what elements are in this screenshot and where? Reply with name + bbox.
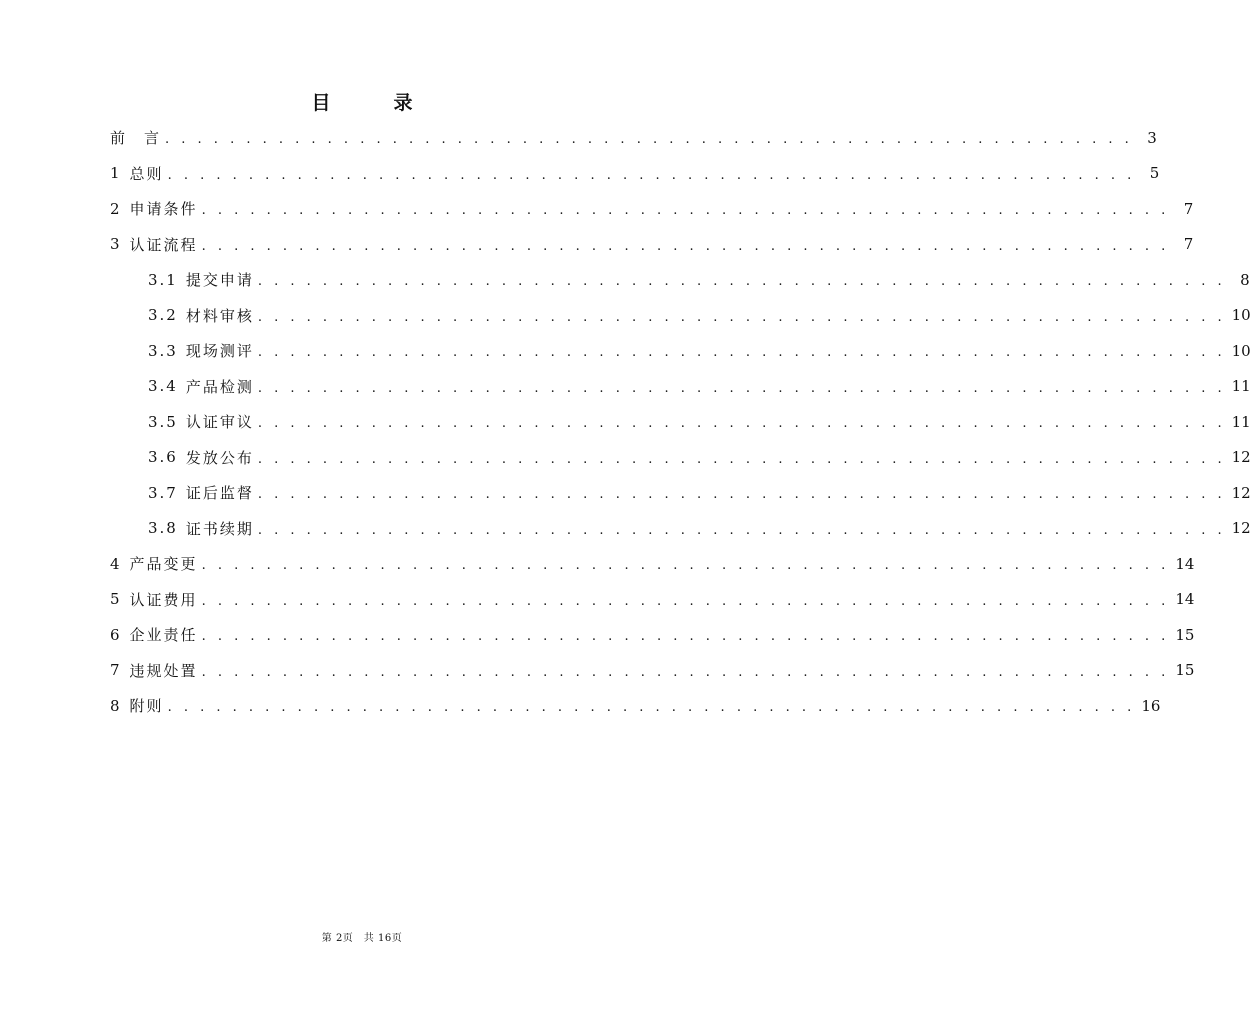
toc-entry-number: 7: [110, 661, 122, 680]
toc-entry[interactable]: [110, 298, 1251, 334]
toc-entry[interactable]: [110, 475, 1251, 511]
toc-entry-number: 3.5: [148, 412, 178, 431]
toc-entry-page-number: 12: [1231, 483, 1251, 502]
toc-dot-leader: . . . . . . . . . . . . . . . . . . . . . . . . . . . . . . . . . . . . . . . . . . . . . . . . . . . . . . . . . . . .: [201, 629, 1170, 645]
toc-dot-leader: . . . . . . . . . . . . . . . . . . . . . . . . . . . . . . . . . . . . . . . . . . . . . . . . . . . . . . . . . . . .: [257, 487, 1226, 503]
toc-entry[interactable]: [110, 333, 1251, 369]
toc-entry-page-number: 7: [1183, 199, 1194, 218]
toc-entry-page-number: 12: [1231, 519, 1251, 538]
toc-entry-number: 5: [110, 590, 122, 609]
toc-entry[interactable]: [110, 404, 1251, 440]
toc-entry-page-number: 14: [1175, 590, 1195, 609]
toc-entry-page-number: 8: [1240, 270, 1250, 289]
toc-entry-number: 3.2: [148, 306, 178, 325]
toc-entry-number: 3.6: [148, 448, 178, 467]
toc-entry-label: 附则: [129, 697, 164, 716]
toc-entry-label: 提交申请: [185, 271, 254, 290]
toc-entry-label: 认证费用: [129, 590, 198, 609]
toc-dot-leader: . . . . . . . . . . . . . . . . . . . . . . . . . . . . . . . . . . . . . . . . . . . . . . . . . . . . . . . . . . . .: [201, 203, 1170, 219]
toc-entry[interactable]: [110, 227, 1194, 263]
toc-entry-label: 前 言: [110, 129, 162, 148]
toc-entry-number: 3.8: [148, 519, 178, 538]
toc-entry-label: 违规处置: [129, 661, 198, 680]
toc-entry-label: 申请条件: [129, 200, 198, 219]
toc-dot-leader: . . . . . . . . . . . . . . . . . . . . . . . . . . . . . . . . . . . . . . . . . . . . . . . . . . . . . . . . . . . .: [167, 700, 1136, 716]
toc-entry[interactable]: [110, 688, 1161, 724]
toc-entry-page-number: 10: [1231, 306, 1251, 325]
toc-entry-page-number: 14: [1175, 554, 1195, 573]
toc-entry[interactable]: [110, 653, 1195, 689]
page-number-text: 第 2页 共 16页: [321, 933, 403, 944]
toc-entry-page-number: 11: [1231, 412, 1251, 431]
toc-entry-label: 认证流程: [129, 235, 198, 254]
toc-entry-page-number: 10: [1231, 341, 1251, 360]
toc-entry-page-number: 16: [1141, 696, 1161, 715]
toc-entry-page-number: 15: [1175, 625, 1195, 644]
toc-dot-leader: . . . . . . . . . . . . . . . . . . . . . . . . . . . . . . . . . . . . . . . . . . . . . . . . . . . . . . . . . . . .: [165, 132, 1133, 148]
toc-entry-page-number: 3: [1147, 128, 1157, 147]
toc-entry-page-number: 7: [1183, 235, 1194, 254]
toc-entry[interactable]: [110, 156, 1160, 192]
toc-entry-label: 现场测评: [185, 342, 254, 361]
toc-entry[interactable]: [110, 369, 1251, 405]
toc-entry[interactable]: [110, 511, 1251, 547]
toc-entry-label: 总则: [129, 164, 164, 183]
toc-entry-number: 6: [110, 625, 122, 644]
toc-entry-number: 1: [110, 164, 122, 183]
page-title: 目 录: [311, 92, 435, 114]
toc-entry-number: 2: [110, 199, 122, 218]
toc-dot-leader: . . . . . . . . . . . . . . . . . . . . . . . . . . . . . . . . . . . . . . . . . . . . . . . . . . . . . . . . . . . .: [201, 664, 1170, 680]
toc-entry-label: 证书续期: [185, 519, 254, 538]
toc-entry[interactable]: [110, 546, 1195, 582]
toc-entry-number: 3.4: [148, 377, 178, 396]
toc-dot-leader: . . . . . . . . . . . . . . . . . . . . . . . . . . . . . . . . . . . . . . . . . . . . . . . . . . . . . . . . . . . .: [257, 451, 1226, 467]
toc-entry[interactable]: [110, 262, 1250, 298]
toc-entry[interactable]: [110, 120, 1157, 156]
toc-entry-page-number: 15: [1175, 661, 1195, 680]
toc-dot-leader: . . . . . . . . . . . . . . . . . . . . . . . . . . . . . . . . . . . . . . . . . . . . . . . . . . . . . . . . . . . .: [257, 380, 1226, 396]
toc-entry-label: 产品检测: [185, 377, 254, 396]
toc-dot-leader: . . . . . . . . . . . . . . . . . . . . . . . . . . . . . . . . . . . . . . . . . . . . . . . . . . . . . . . . . . . .: [201, 558, 1170, 574]
toc-entry-label: 认证审议: [185, 413, 254, 432]
toc-dot-leader: . . . . . . . . . . . . . . . . . . . . . . . . . . . . . . . . . . . . . . . . . . . . . . . . . . . . . . . . . . . .: [167, 167, 1136, 183]
toc-entry-number: 3.7: [148, 483, 178, 502]
toc-dot-leader: . . . . . . . . . . . . . . . . . . . . . . . . . . . . . . . . . . . . . . . . . . . . . . . . . . . . . . . . . . . .: [201, 238, 1170, 254]
toc-dot-leader: . . . . . . . . . . . . . . . . . . . . . . . . . . . . . . . . . . . . . . . . . . . . . . . . . . . . . . . . . . . .: [257, 522, 1226, 538]
toc-entry-number: 3.3: [148, 341, 178, 360]
toc-entry-page-number: 12: [1231, 448, 1251, 467]
toc-entry-number: 3.1: [148, 270, 178, 289]
toc-entry-label: 证后监督: [185, 484, 254, 503]
toc-entry[interactable]: [110, 440, 1251, 476]
toc-entry[interactable]: [110, 617, 1195, 653]
page-footer: [0, 929, 724, 944]
toc-dot-leader: . . . . . . . . . . . . . . . . . . . . . . . . . . . . . . . . . . . . . . . . . . . . . . . . . . . . . . . . . . . .: [257, 416, 1226, 432]
toc-entry-page-number: 5: [1149, 164, 1160, 183]
toc-entry-number: 3: [110, 235, 122, 254]
toc-entry-number: 8: [110, 696, 122, 715]
toc-dot-leader: . . . . . . . . . . . . . . . . . . . . . . . . . . . . . . . . . . . . . . . . . . . . . . . . . . . . . . . . . . . .: [257, 309, 1226, 325]
toc-dot-leader: . . . . . . . . . . . . . . . . . . . . . . . . . . . . . . . . . . . . . . . . . . . . . . . . . . . . . . . . . . . .: [257, 345, 1226, 361]
toc-entry-page-number: 11: [1231, 377, 1251, 396]
toc-entry[interactable]: [110, 191, 1194, 227]
toc-entry-label: 材料审核: [185, 306, 254, 325]
toc-entry-label: 产品变更: [129, 555, 198, 574]
table-of-contents: [110, 120, 1251, 724]
toc-dot-leader: . . . . . . . . . . . . . . . . . . . . . . . . . . . . . . . . . . . . . . . . . . . . . . . . . . . . . . . . . . . .: [201, 593, 1170, 609]
toc-dot-leader: . . . . . . . . . . . . . . . . . . . . . . . . . . . . . . . . . . . . . . . . . . . . . . . . . . . . . . . . . . . .: [257, 274, 1226, 290]
toc-entry-label: 发放公布: [185, 448, 254, 467]
toc-entry-label: 企业责任: [129, 626, 198, 645]
toc-entry[interactable]: [110, 582, 1195, 618]
toc-entry-number: 4: [110, 554, 122, 573]
